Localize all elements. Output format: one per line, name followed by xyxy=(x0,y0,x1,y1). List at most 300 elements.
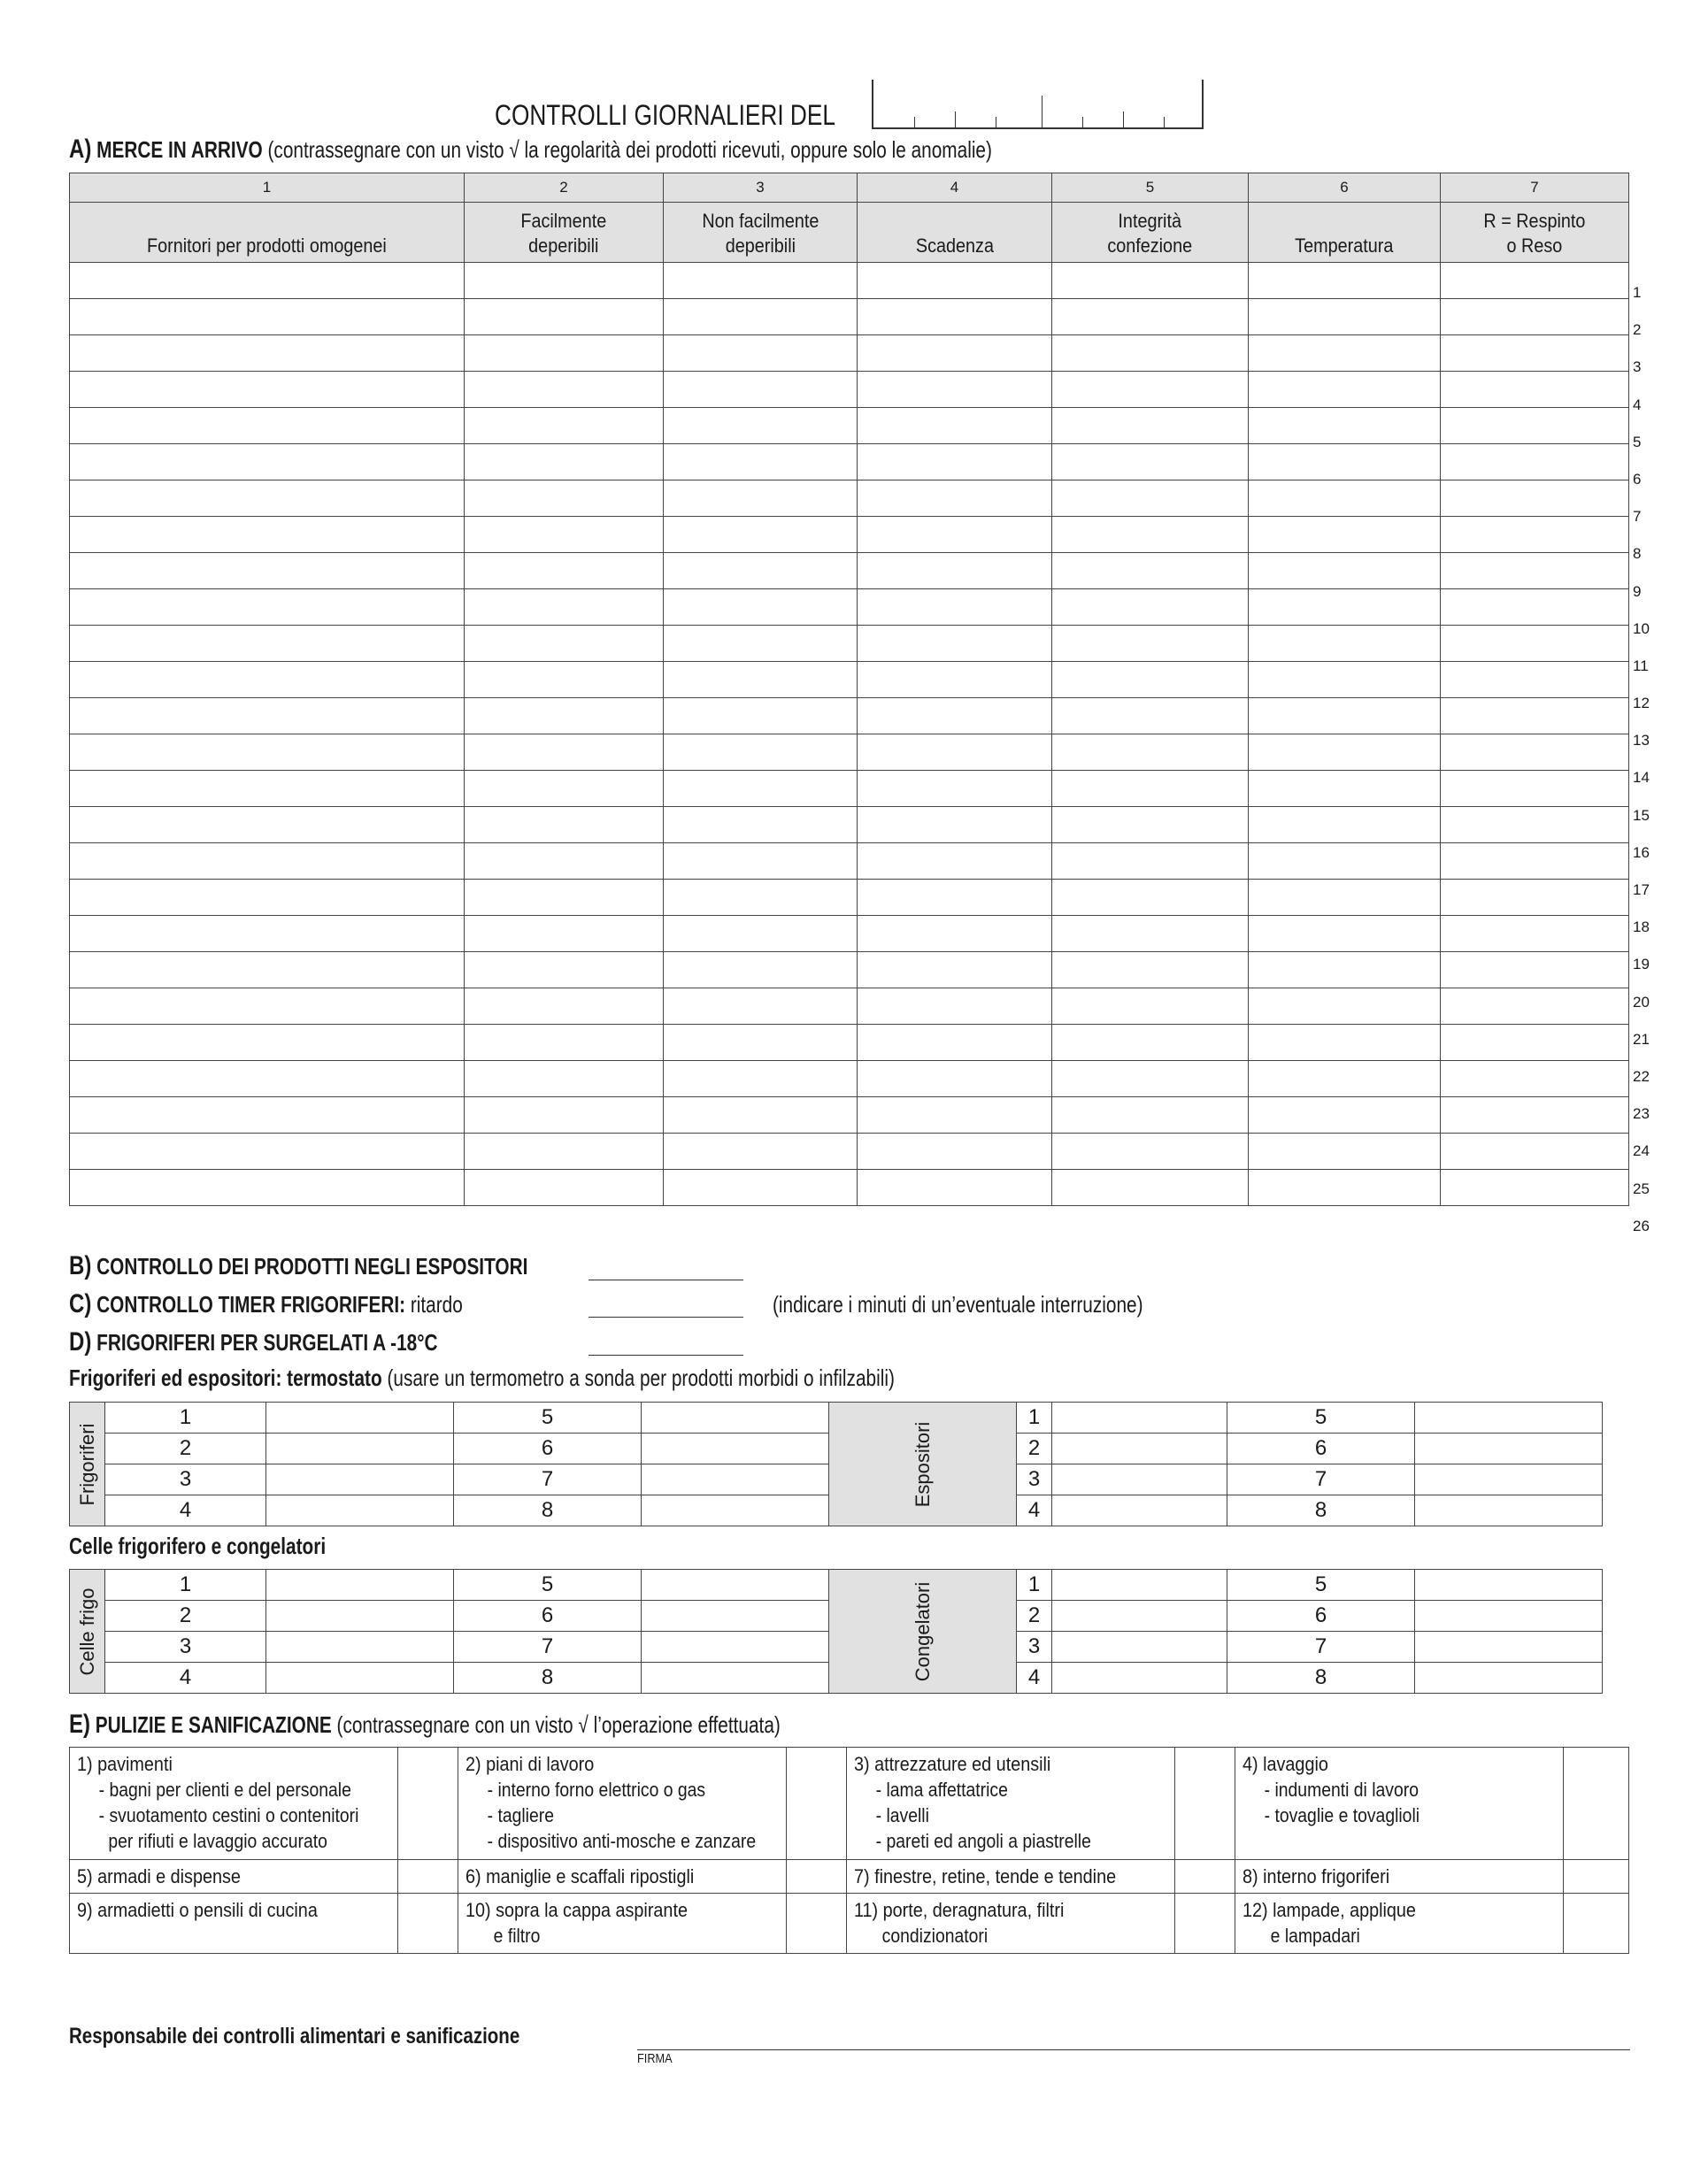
table-row xyxy=(70,517,1629,553)
entry-cell[interactable] xyxy=(664,553,858,589)
column-header-label: Temperatura xyxy=(1295,234,1394,257)
column-header-label: Facilmente deperibili xyxy=(520,210,607,257)
row-number: 26 xyxy=(1633,1217,1650,1234)
table-row xyxy=(70,299,1629,335)
table-row xyxy=(70,880,1629,916)
entry-cell[interactable] xyxy=(664,698,858,734)
entry-cell[interactable] xyxy=(465,1097,664,1134)
entry-cell[interactable] xyxy=(1249,1025,1441,1061)
entry-cell[interactable] xyxy=(858,335,1052,372)
grid-row xyxy=(70,1403,1708,1434)
entry-cell[interactable] xyxy=(858,626,1052,662)
reading-cell[interactable] xyxy=(266,1663,454,1694)
entry-cell[interactable] xyxy=(465,335,664,372)
entry-cell[interactable] xyxy=(858,299,1052,335)
check-cell[interactable] xyxy=(787,1748,847,1860)
cleaning-item xyxy=(847,1894,1175,1954)
reading-cell[interactable] xyxy=(1415,1570,1603,1601)
entry-cell[interactable] xyxy=(465,988,664,1025)
row-number: 4 xyxy=(1633,396,1642,413)
entry-cell[interactable] xyxy=(664,988,858,1025)
entry-cell[interactable] xyxy=(1441,734,1629,771)
entry-cell[interactable] xyxy=(70,880,465,916)
entry-cell[interactable] xyxy=(70,1134,465,1170)
entry-cell[interactable] xyxy=(1052,698,1249,734)
entry-cell[interactable] xyxy=(1249,734,1441,771)
entry-cell[interactable] xyxy=(664,480,858,517)
responsible-label: Responsabile dei controlli alimentari e sanificazione xyxy=(69,2024,520,2049)
entry-cell[interactable] xyxy=(70,1170,465,1206)
check-cell[interactable] xyxy=(1175,1894,1235,1954)
entry-cell[interactable] xyxy=(858,444,1052,480)
reading-cell[interactable] xyxy=(1052,1570,1227,1601)
table-row xyxy=(70,408,1629,444)
check-cell[interactable] xyxy=(787,1894,847,1954)
check-cell[interactable] xyxy=(1175,1860,1235,1894)
entry-cell[interactable] xyxy=(465,553,664,589)
column-header xyxy=(1052,203,1249,263)
entry-cell[interactable] xyxy=(465,734,664,771)
entry-cell[interactable] xyxy=(1441,662,1629,698)
entry-cell[interactable] xyxy=(858,517,1052,553)
cleaning-row xyxy=(70,1860,1629,1894)
entry-cell[interactable] xyxy=(664,880,858,916)
entry-cell[interactable] xyxy=(858,734,1052,771)
entry-cell[interactable] xyxy=(1441,480,1629,517)
entry-cell[interactable] xyxy=(664,952,858,988)
table-row xyxy=(70,335,1629,372)
cleaning-row xyxy=(70,1748,1629,1860)
side-label-cell xyxy=(70,1403,105,1526)
reading-cell[interactable] xyxy=(642,1464,829,1495)
entry-cell[interactable] xyxy=(664,335,858,372)
entry-cell[interactable] xyxy=(664,444,858,480)
reading-cell[interactable] xyxy=(1052,1464,1227,1495)
check-cell[interactable] xyxy=(1564,1860,1629,1894)
reading-cell[interactable] xyxy=(1052,1434,1227,1464)
entry-cell[interactable] xyxy=(1441,372,1629,408)
entry-cell[interactable] xyxy=(664,517,858,553)
reading-cell[interactable] xyxy=(642,1632,829,1663)
reading-cell[interactable] xyxy=(266,1464,454,1495)
entry-cell[interactable] xyxy=(858,408,1052,444)
reading-cell[interactable] xyxy=(642,1434,829,1464)
entry-cell[interactable] xyxy=(1052,807,1249,843)
cleaning-sub-item: condizionatori xyxy=(881,1925,989,1947)
entry-cell[interactable] xyxy=(664,1097,858,1134)
entry-cell[interactable] xyxy=(1249,299,1441,335)
entry-cell[interactable] xyxy=(1052,263,1249,299)
entry-cell[interactable] xyxy=(465,1170,664,1206)
entry-cell[interactable] xyxy=(70,771,465,807)
row-number: 11 xyxy=(1633,657,1649,674)
entry-cell[interactable] xyxy=(465,1025,664,1061)
entry-cell[interactable] xyxy=(70,916,465,952)
cleaning-sub-item: - tagliere xyxy=(487,1804,554,1826)
entry-cell[interactable] xyxy=(1249,988,1441,1025)
entry-cell[interactable] xyxy=(465,480,664,517)
entry-cell[interactable] xyxy=(664,1061,858,1097)
entry-cell[interactable] xyxy=(70,517,465,553)
side-label: Frigoriferi xyxy=(75,1423,98,1505)
column-number: 5 xyxy=(1052,173,1249,203)
reading-cell[interactable] xyxy=(642,1403,829,1434)
entry-cell[interactable] xyxy=(858,698,1052,734)
entry-cell[interactable] xyxy=(1052,372,1249,408)
reading-cell[interactable] xyxy=(1052,1601,1227,1632)
entry-cell[interactable] xyxy=(1249,1097,1441,1134)
entry-cell[interactable] xyxy=(1249,408,1441,444)
cleaning-item-label: 10) sopra la cappa aspirante xyxy=(465,1899,688,1921)
row-number: 18 xyxy=(1633,919,1650,936)
entry-cell[interactable] xyxy=(858,843,1052,880)
entry-cell[interactable] xyxy=(1052,734,1249,771)
entry-cell[interactable] xyxy=(465,1061,664,1097)
entry-cell[interactable] xyxy=(1441,408,1629,444)
probe-number: 1 xyxy=(1017,1403,1052,1434)
entry-cell[interactable] xyxy=(70,988,465,1025)
probe-number: 6 xyxy=(454,1434,642,1464)
probe-number: 1 xyxy=(105,1403,266,1434)
section-d-input-line[interactable] xyxy=(589,1355,743,1356)
entry-cell[interactable] xyxy=(858,916,1052,952)
entry-cell[interactable] xyxy=(664,734,858,771)
column-header-label: R = Respinto o Reso xyxy=(1483,210,1586,257)
entry-cell[interactable] xyxy=(664,589,858,626)
reading-cell[interactable] xyxy=(1415,1601,1603,1632)
entry-cell[interactable] xyxy=(858,771,1052,807)
probe-number: 7 xyxy=(1227,1464,1415,1495)
entry-cell[interactable] xyxy=(70,734,465,771)
entry-cell[interactable] xyxy=(1441,916,1629,952)
entry-cell[interactable] xyxy=(858,1134,1052,1170)
entry-cell[interactable] xyxy=(465,662,664,698)
entry-cell[interactable] xyxy=(858,263,1052,299)
table-row xyxy=(70,444,1629,480)
entry-cell[interactable] xyxy=(70,698,465,734)
entry-cell[interactable] xyxy=(1052,626,1249,662)
entry-cell[interactable] xyxy=(1441,952,1629,988)
grid-row xyxy=(70,1570,1708,1601)
check-cell[interactable] xyxy=(1564,1894,1629,1954)
entry-cell[interactable] xyxy=(465,299,664,335)
entry-cell[interactable] xyxy=(465,952,664,988)
column-header-label: Integrità confezione xyxy=(1107,210,1193,257)
section-a-heading: A) MERCE IN ARRIVO (contrassegnare con un visto √ la regolarità dei prodotti ricevuti, oppure solo le anomalie) xyxy=(69,135,992,164)
entry-cell[interactable] xyxy=(70,662,465,698)
check-cell[interactable] xyxy=(787,1860,847,1894)
reading-cell[interactable] xyxy=(1415,1403,1603,1434)
entry-cell[interactable] xyxy=(664,372,858,408)
check-cell[interactable] xyxy=(398,1860,458,1894)
entry-cell[interactable] xyxy=(664,408,858,444)
column-header xyxy=(1249,203,1441,263)
row-number-column xyxy=(1633,274,1668,1245)
entry-cell[interactable] xyxy=(465,517,664,553)
reading-cell[interactable] xyxy=(1415,1632,1603,1663)
entry-cell[interactable] xyxy=(1441,1025,1629,1061)
reading-cell[interactable] xyxy=(1415,1464,1603,1495)
reading-cell[interactable] xyxy=(642,1663,829,1694)
section-b-heading: B) CONTROLLO DEI PRODOTTI NEGLI ESPOSITORI xyxy=(69,1251,528,1280)
entry-cell[interactable] xyxy=(465,916,664,952)
entry-cell[interactable] xyxy=(1052,843,1249,880)
entry-cell[interactable] xyxy=(858,589,1052,626)
entry-cell[interactable] xyxy=(1052,553,1249,589)
entry-cell[interactable] xyxy=(1052,988,1249,1025)
entry-cell[interactable] xyxy=(1441,698,1629,734)
entry-cell[interactable] xyxy=(858,1061,1052,1097)
reading-cell[interactable] xyxy=(1415,1434,1603,1464)
entry-cell[interactable] xyxy=(664,1025,858,1061)
entry-cell[interactable] xyxy=(70,444,465,480)
entry-cell[interactable] xyxy=(70,843,465,880)
cleaning-sub-item: per rifiuti e lavaggio accurato xyxy=(98,1830,327,1852)
entry-cell[interactable] xyxy=(1249,916,1441,952)
probe-number: 2 xyxy=(105,1434,266,1464)
entry-cell[interactable] xyxy=(1249,553,1441,589)
check-cell[interactable] xyxy=(398,1894,458,1954)
entry-cell[interactable] xyxy=(1441,444,1629,480)
entry-cell[interactable] xyxy=(858,880,1052,916)
entry-cell[interactable] xyxy=(465,263,664,299)
entry-cell[interactable] xyxy=(465,880,664,916)
table-row xyxy=(70,589,1629,626)
probe-number: 4 xyxy=(1017,1495,1052,1526)
table-row xyxy=(70,553,1629,589)
entry-cell[interactable] xyxy=(465,372,664,408)
column-number: 3 xyxy=(664,173,858,203)
entry-cell[interactable] xyxy=(1441,589,1629,626)
entry-cell[interactable] xyxy=(1441,299,1629,335)
entry-cell[interactable] xyxy=(465,698,664,734)
entry-cell[interactable] xyxy=(1249,880,1441,916)
entry-cell[interactable] xyxy=(664,299,858,335)
reading-cell[interactable] xyxy=(266,1434,454,1464)
table-row xyxy=(70,734,1629,771)
reading-cell[interactable] xyxy=(1415,1663,1603,1694)
cleaning-item-label: 1) pavimenti xyxy=(77,1753,173,1775)
reading-cell[interactable] xyxy=(642,1495,829,1526)
entry-cell[interactable] xyxy=(1441,553,1629,589)
row-number: 20 xyxy=(1633,993,1650,1011)
entry-cell[interactable] xyxy=(1249,589,1441,626)
entry-cell[interactable] xyxy=(1441,263,1629,299)
entry-cell[interactable] xyxy=(1249,698,1441,734)
probe-number: 7 xyxy=(454,1632,642,1663)
reading-cell[interactable] xyxy=(1052,1663,1227,1694)
entry-cell[interactable] xyxy=(70,553,465,589)
entry-cell[interactable] xyxy=(1052,1170,1249,1206)
entry-cell[interactable] xyxy=(70,263,465,299)
entry-cell[interactable] xyxy=(70,1061,465,1097)
entry-cell[interactable] xyxy=(858,988,1052,1025)
entry-cell[interactable] xyxy=(1249,444,1441,480)
reading-cell[interactable] xyxy=(266,1601,454,1632)
entry-cell[interactable] xyxy=(70,299,465,335)
entry-cell[interactable] xyxy=(465,626,664,662)
entry-cell[interactable] xyxy=(1441,988,1629,1025)
entry-cell[interactable] xyxy=(664,916,858,952)
entry-cell[interactable] xyxy=(1249,335,1441,372)
cleaning-item-label: 8) interno frigoriferi xyxy=(1243,1865,1390,1887)
reading-cell[interactable] xyxy=(266,1570,454,1601)
entry-cell[interactable] xyxy=(664,771,858,807)
entry-cell[interactable] xyxy=(1052,880,1249,916)
probe-number: 3 xyxy=(1017,1632,1052,1663)
reading-cell[interactable] xyxy=(266,1403,454,1434)
entry-cell[interactable] xyxy=(70,372,465,408)
entry-cell[interactable] xyxy=(1052,1025,1249,1061)
entry-cell[interactable] xyxy=(465,771,664,807)
entry-cell[interactable] xyxy=(1441,1134,1629,1170)
entry-cell[interactable] xyxy=(858,807,1052,843)
entry-cell[interactable] xyxy=(465,444,664,480)
entry-cell[interactable] xyxy=(1249,372,1441,408)
entry-cell[interactable] xyxy=(1249,807,1441,843)
cleaning-sub-item: - indumenti di lavoro xyxy=(1264,1779,1419,1801)
side-label-cell xyxy=(829,1570,1017,1694)
entry-cell[interactable] xyxy=(70,1097,465,1134)
entry-cell[interactable] xyxy=(1441,1170,1629,1206)
reading-cell[interactable] xyxy=(642,1570,829,1601)
cleaning-sub-item: - interno forno elettrico o gas xyxy=(487,1779,706,1801)
table-row xyxy=(70,263,1629,299)
entry-cell[interactable] xyxy=(1441,843,1629,880)
column-header xyxy=(1441,203,1629,263)
entry-cell[interactable] xyxy=(858,952,1052,988)
table-row xyxy=(70,843,1629,880)
entry-cell[interactable] xyxy=(1441,880,1629,916)
table-row xyxy=(70,698,1629,734)
probe-number: 8 xyxy=(454,1495,642,1526)
entry-cell[interactable] xyxy=(858,480,1052,517)
table-row xyxy=(70,771,1629,807)
check-cell[interactable] xyxy=(398,1748,458,1860)
entry-cell[interactable] xyxy=(465,807,664,843)
entry-cell[interactable] xyxy=(664,662,858,698)
row-number: 23 xyxy=(1633,1105,1650,1123)
entry-cell[interactable] xyxy=(664,1134,858,1170)
entry-cell[interactable] xyxy=(1052,408,1249,444)
entry-cell[interactable] xyxy=(70,408,465,444)
cleaning-sub-item: - lama affettatrice xyxy=(875,1779,1008,1801)
row-number: 12 xyxy=(1633,695,1650,712)
entry-cell[interactable] xyxy=(1249,952,1441,988)
check-cell[interactable] xyxy=(1175,1748,1235,1860)
entry-cell[interactable] xyxy=(1052,952,1249,988)
entry-cell[interactable] xyxy=(1249,662,1441,698)
probe-number: 6 xyxy=(1227,1601,1415,1632)
entry-cell[interactable] xyxy=(1052,335,1249,372)
entry-cell[interactable] xyxy=(1052,480,1249,517)
entry-cell[interactable] xyxy=(1249,843,1441,880)
entry-cell[interactable] xyxy=(1441,626,1629,662)
entry-cell[interactable] xyxy=(1441,1097,1629,1134)
reading-cell[interactable] xyxy=(1052,1632,1227,1663)
reading-cell[interactable] xyxy=(642,1601,829,1632)
entry-cell[interactable] xyxy=(1249,771,1441,807)
entry-cell[interactable] xyxy=(1052,1097,1249,1134)
entry-cell[interactable] xyxy=(70,589,465,626)
entry-cell[interactable] xyxy=(465,1134,664,1170)
entry-cell[interactable] xyxy=(858,1025,1052,1061)
entry-cell[interactable] xyxy=(1052,589,1249,626)
reading-cell[interactable] xyxy=(1052,1403,1227,1434)
entry-cell[interactable] xyxy=(664,1170,858,1206)
reading-cell[interactable] xyxy=(1415,1495,1603,1526)
entry-cell[interactable] xyxy=(1249,1134,1441,1170)
entry-cell[interactable] xyxy=(1441,807,1629,843)
check-cell[interactable] xyxy=(1564,1748,1629,1860)
entry-cell[interactable] xyxy=(1441,335,1629,372)
signature-line[interactable] xyxy=(637,2049,1630,2050)
entry-cell[interactable] xyxy=(70,480,465,517)
cleaning-sub-item: - dispositivo anti-mosche e zanzare xyxy=(487,1830,757,1852)
entry-cell[interactable] xyxy=(70,807,465,843)
entry-cell[interactable] xyxy=(1249,517,1441,553)
row-number: 9 xyxy=(1633,582,1642,600)
reading-cell[interactable] xyxy=(1052,1495,1227,1526)
entry-cell[interactable] xyxy=(1052,1061,1249,1097)
entry-cell[interactable] xyxy=(664,263,858,299)
entry-cell[interactable] xyxy=(70,335,465,372)
entry-cell[interactable] xyxy=(1249,480,1441,517)
entry-cell[interactable] xyxy=(1052,444,1249,480)
entry-cell[interactable] xyxy=(1052,771,1249,807)
entry-cell[interactable] xyxy=(1052,662,1249,698)
entry-cell[interactable] xyxy=(1249,1170,1441,1206)
entry-cell[interactable] xyxy=(1052,517,1249,553)
entry-cell[interactable] xyxy=(465,843,664,880)
section-c-input-line[interactable] xyxy=(589,1317,743,1318)
entry-cell[interactable] xyxy=(858,1170,1052,1206)
entry-cell[interactable] xyxy=(858,553,1052,589)
entry-cell[interactable] xyxy=(70,626,465,662)
entry-cell[interactable] xyxy=(465,408,664,444)
entry-cell[interactable] xyxy=(664,626,858,662)
table-row xyxy=(70,952,1629,988)
entry-cell[interactable] xyxy=(465,589,664,626)
entry-cell[interactable] xyxy=(1052,916,1249,952)
entry-cell[interactable] xyxy=(1249,626,1441,662)
column-number-row xyxy=(70,173,1629,203)
entry-cell[interactable] xyxy=(858,1097,1052,1134)
cleaning-item xyxy=(847,1748,1175,1860)
reading-cell[interactable] xyxy=(266,1632,454,1663)
table-row xyxy=(70,1097,1629,1134)
date-input-box[interactable] xyxy=(872,80,1204,129)
entry-cell[interactable] xyxy=(1052,1134,1249,1170)
entry-cell[interactable] xyxy=(858,662,1052,698)
entry-cell[interactable] xyxy=(1441,517,1629,553)
reading-cell[interactable] xyxy=(266,1495,454,1526)
column-header xyxy=(858,203,1052,263)
cleaning-sub-item: - tovaglie e tovaglioli xyxy=(1264,1804,1420,1826)
entry-cell[interactable] xyxy=(70,952,465,988)
entry-cell[interactable] xyxy=(664,807,858,843)
section-d-heading: D) FRIGORIFERI PER SURGELATI A -18°C xyxy=(69,1327,438,1357)
entry-cell[interactable] xyxy=(1249,1061,1441,1097)
entry-cell[interactable] xyxy=(70,1025,465,1061)
cleaning-item-label: 2) piani di lavoro xyxy=(465,1753,595,1775)
entry-cell[interactable] xyxy=(1052,299,1249,335)
entry-cell[interactable] xyxy=(664,843,858,880)
entry-cell[interactable] xyxy=(1441,1061,1629,1097)
entry-cell[interactable] xyxy=(1249,263,1441,299)
entry-cell[interactable] xyxy=(858,372,1052,408)
entry-cell[interactable] xyxy=(1441,771,1629,807)
